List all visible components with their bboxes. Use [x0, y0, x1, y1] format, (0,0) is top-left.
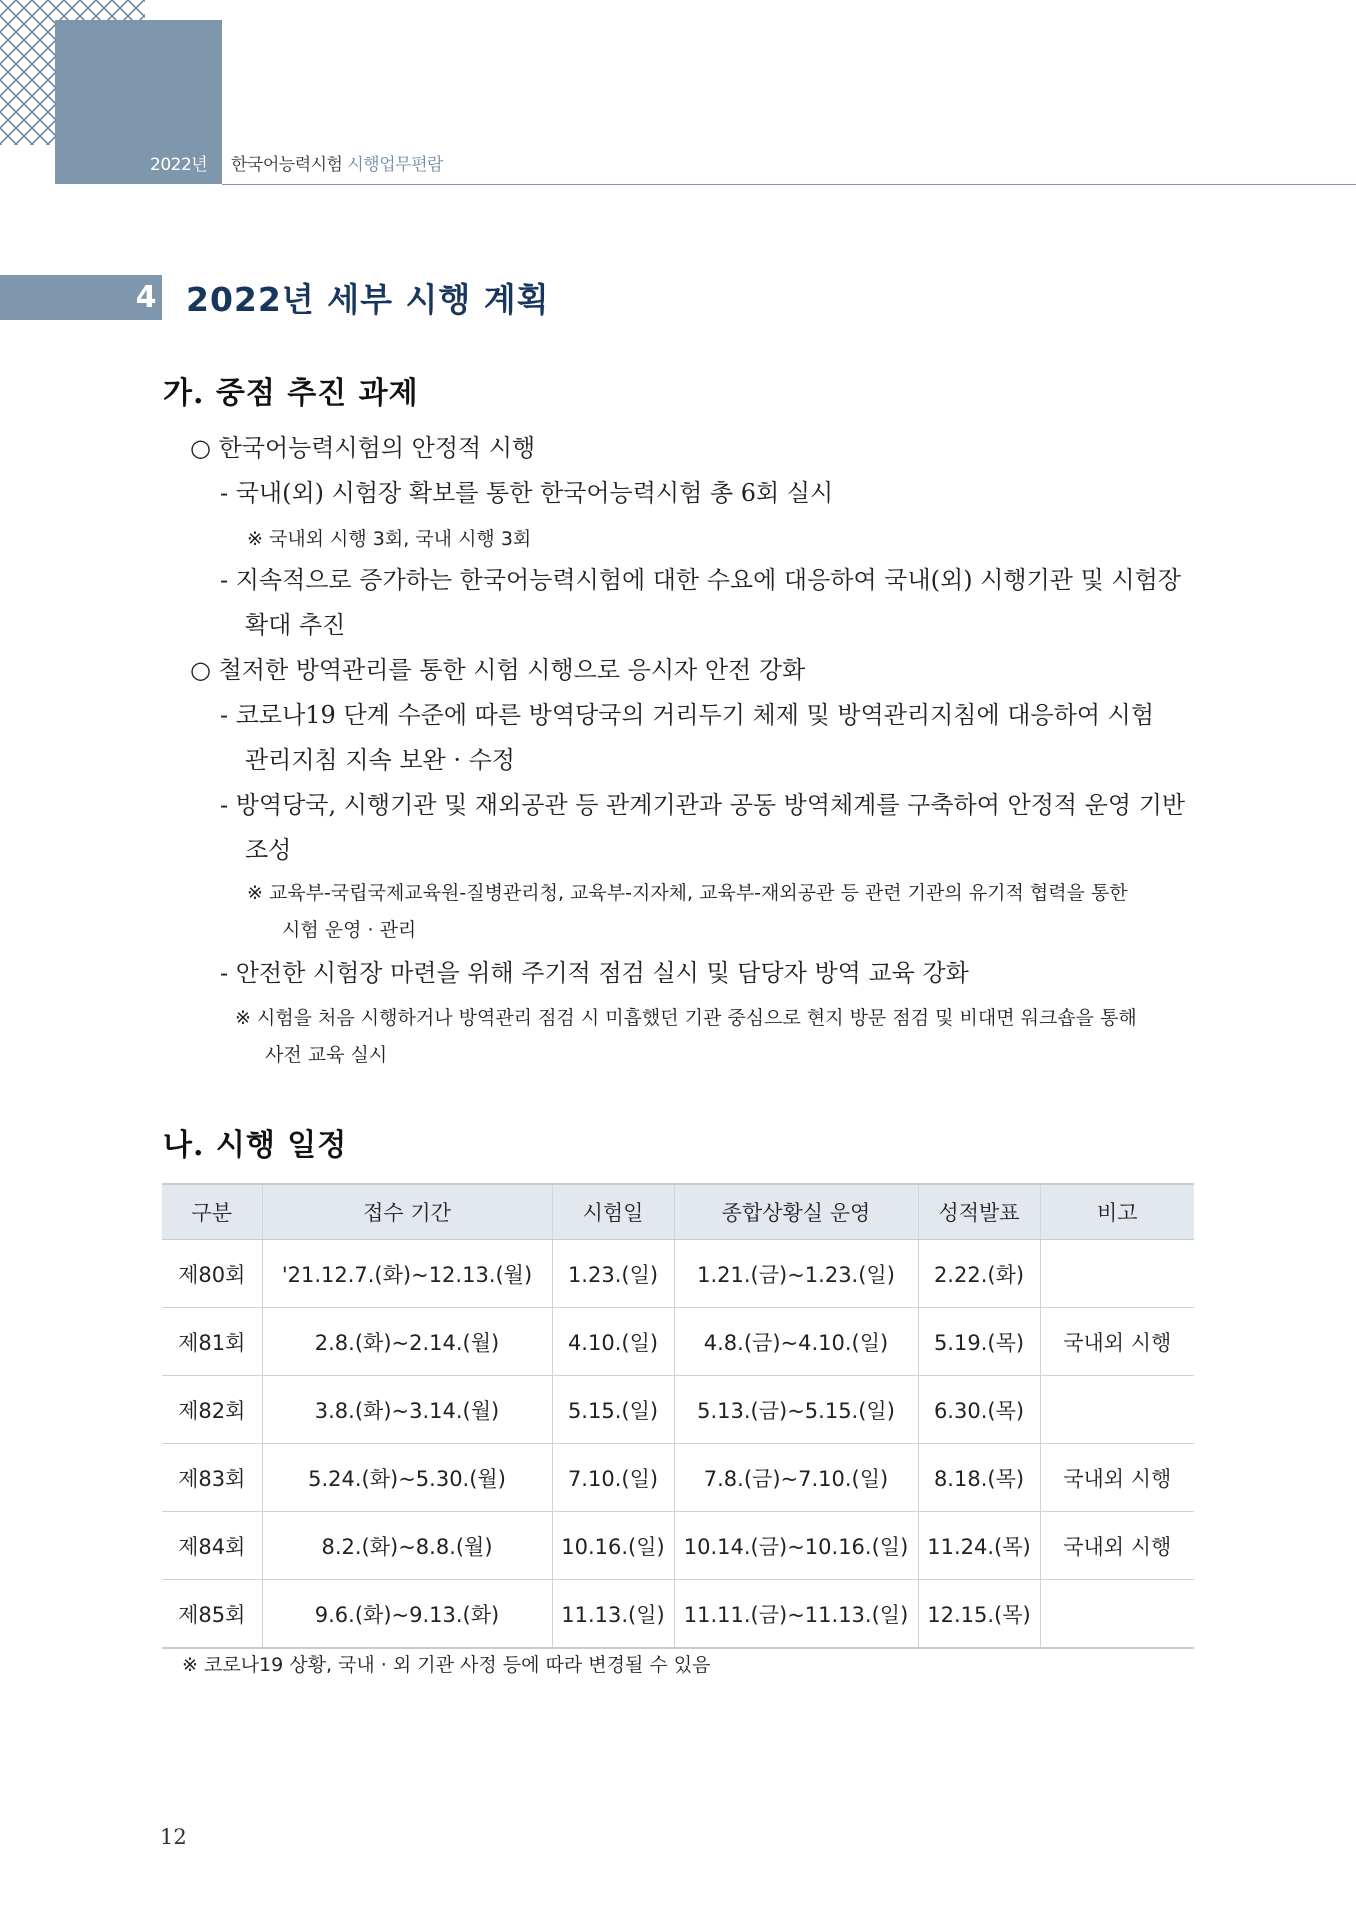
table-cell: 11.13.(일) — [552, 1580, 674, 1649]
table-cell: 7.8.(금)~7.10.(일) — [674, 1444, 918, 1512]
table-row — [162, 1240, 1194, 1308]
table-row — [162, 1308, 1194, 1376]
table-cell: 2.8.(화)~2.14.(월) — [262, 1308, 552, 1376]
table-row — [162, 1376, 1194, 1444]
table-cell: 12.15.(목) — [918, 1580, 1040, 1649]
table-cell: 2.22.(화) — [918, 1240, 1040, 1308]
bullet-item: ○ 한국어능력시험의 안정적 시행 — [190, 434, 536, 462]
schedule-table — [162, 1183, 1194, 1649]
table-cell: 5.24.(화)~5.30.(월) — [262, 1444, 552, 1512]
header-title — [231, 150, 443, 175]
column-header: 접수 기간 — [262, 1184, 552, 1240]
table-cell: 10.16.(일) — [552, 1512, 674, 1580]
table-cell: 11.11.(금)~11.13.(일) — [674, 1580, 918, 1649]
table-cell: 8.2.(화)~8.8.(월) — [262, 1512, 552, 1580]
header-rule — [222, 184, 1356, 185]
column-header: 종합상황실 운영 — [674, 1184, 918, 1240]
note-item: ※ 국내외 시행 3회, 국내 시행 3회 — [247, 528, 532, 550]
table-cell: 4.10.(일) — [552, 1308, 674, 1376]
dash-item: - 코로나19 단계 수준에 따른 방역당국의 거리두기 체제 및 방역관리지침에 대응하여 시험 — [220, 701, 1155, 729]
table-cell: 3.8.(화)~3.14.(월) — [262, 1376, 552, 1444]
table-cell: 8.18.(목) — [918, 1444, 1040, 1512]
table-cell: 제80회 — [162, 1240, 262, 1308]
table-row — [162, 1580, 1194, 1649]
table-cell — [1040, 1376, 1194, 1444]
table-cell: 9.6.(화)~9.13.(화) — [262, 1580, 552, 1649]
part-b-heading: 나. 시행 일정 — [163, 1128, 348, 1163]
table-cell: 국내외 시행 — [1040, 1512, 1194, 1580]
dash-item: - 방역당국, 시행기관 및 재외공관 등 관계기관과 공동 방역체계를 구축하여 안정적 운영 기반 — [220, 791, 1186, 819]
bullet-item: ○ 철저한 방역관리를 통한 시험 시행으로 응시자 안전 강화 — [190, 656, 806, 684]
table-cell — [1040, 1580, 1194, 1649]
dash-item: - 지속적으로 증가하는 한국어능력시험에 대한 수요에 대응하여 국내(외) 시행기관 및 시험장 — [220, 566, 1181, 594]
column-header: 성적발표 — [918, 1184, 1040, 1240]
table-cell: 제83회 — [162, 1444, 262, 1512]
page-number: 12 — [160, 1825, 187, 1849]
note-item-continuation: 시험 운영 · 관리 — [282, 919, 417, 941]
table-cell: 7.10.(일) — [552, 1444, 674, 1512]
table-cell: 4.8.(금)~4.10.(일) — [674, 1308, 918, 1376]
table-cell: 국내외 시행 — [1040, 1444, 1194, 1512]
section-number: 4 — [135, 280, 157, 315]
table-cell — [1040, 1240, 1194, 1308]
note-item-continuation: 사전 교육 실시 — [265, 1044, 388, 1066]
dash-item: - 국내(외) 시험장 확보를 통한 한국어능력시험 총 6회 실시 — [220, 479, 834, 507]
header-year: 2022년 — [150, 155, 208, 175]
dash-item-continuation: 관리지침 지속 보완 · 수정 — [245, 746, 515, 774]
table-cell: 1.21.(금)~1.23.(일) — [674, 1240, 918, 1308]
column-header: 시험일 — [552, 1184, 674, 1240]
table-cell: 11.24.(목) — [918, 1512, 1040, 1580]
table-cell: 5.19.(목) — [918, 1308, 1040, 1376]
table-cell: 제82회 — [162, 1376, 262, 1444]
table-cell: 제85회 — [162, 1580, 262, 1649]
table-footnote: ※ 코로나19 상황, 국내 · 외 기관 사정 등에 따라 변경될 수 있음 — [182, 1654, 711, 1676]
table-row — [162, 1444, 1194, 1512]
dash-item: - 안전한 시험장 마련을 위해 주기적 점검 실시 및 담당자 방역 교육 강화 — [220, 959, 969, 987]
table-row — [162, 1512, 1194, 1580]
table-cell: 국내외 시행 — [1040, 1308, 1194, 1376]
table-cell: 5.13.(금)~5.15.(일) — [674, 1376, 918, 1444]
table-cell: 제81회 — [162, 1308, 262, 1376]
column-header: 구분 — [162, 1184, 262, 1240]
table-cell: 1.23.(일) — [552, 1240, 674, 1308]
part-a-heading: 가. 중점 추진 과제 — [163, 376, 419, 411]
header-title-main: 한국어능력시험 — [231, 155, 343, 175]
dash-item-continuation: 확대 추진 — [245, 611, 346, 639]
column-header: 비고 — [1040, 1184, 1194, 1240]
dash-item-continuation: 조성 — [245, 836, 292, 864]
section-title: 2022년 세부 시행 계획 — [186, 280, 550, 319]
table-cell: 5.15.(일) — [552, 1376, 674, 1444]
table-cell: '21.12.7.(화)~12.13.(월) — [262, 1240, 552, 1308]
table-cell: 제84회 — [162, 1512, 262, 1580]
header-subtitle: 시행업무편람 — [347, 155, 443, 175]
note-item: ※ 시험을 처음 시행하거나 방역관리 점검 시 미흡했던 기관 중심으로 현지 방문 점검 및 비대면 워크숍을 통해 — [235, 1007, 1137, 1029]
note-item: ※ 교육부-국립국제교육원-질병관리청, 교육부-지자체, 교육부-재외공관 등 관련 기관의 유기적 협력을 통한 — [247, 882, 1128, 904]
table-cell: 6.30.(목) — [918, 1376, 1040, 1444]
table-cell: 10.14.(금)~10.16.(일) — [674, 1512, 918, 1580]
table-header-row — [162, 1184, 1194, 1240]
